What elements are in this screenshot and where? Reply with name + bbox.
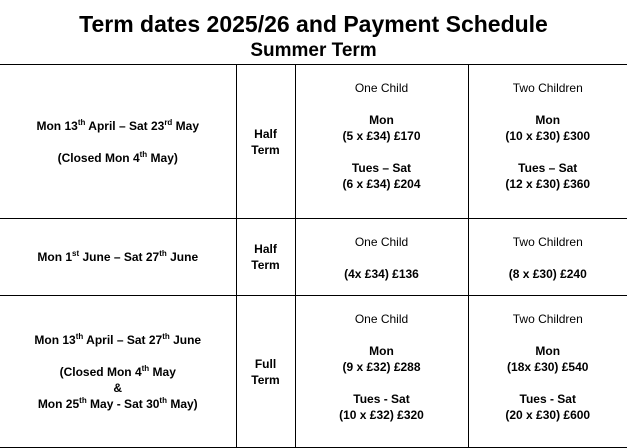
mon-price: (5 x £34) £170: [296, 128, 468, 144]
tues-sat-price: (12 x £30) £360: [469, 176, 627, 192]
one-child-price-cell: [295, 219, 468, 296]
mon-label: Mon: [469, 112, 627, 128]
term-schedule-table: [0, 64, 627, 448]
two-children-header: Two Children: [469, 80, 627, 96]
mon-price: (9 x £32) £288: [296, 359, 468, 375]
mon-label: Mon: [296, 343, 468, 359]
term-dates: Mon 13th April – Sat 27th June: [0, 332, 236, 348]
term-type-line1: Half: [237, 126, 295, 142]
tues-sat-price: (6 x £34) £204: [296, 176, 468, 192]
table-row: [0, 65, 627, 219]
mon-price: (18x £30) £540: [469, 359, 627, 375]
tues-sat-price: (10 x £32) £320: [296, 407, 468, 423]
price: (8 x £30) £240: [469, 266, 627, 282]
tues-sat-label: Tues - Sat: [296, 391, 468, 407]
two-children-price-cell: [468, 65, 627, 219]
ampersand: &: [0, 380, 236, 396]
closed-note-2: Mon 25th May - Sat 30th May): [0, 396, 236, 412]
one-child-header: One Child: [296, 80, 468, 96]
mon-label: Mon: [296, 112, 468, 128]
page-title: Term dates 2025/26 and Payment Schedule: [0, 10, 627, 38]
tues-sat-label: Tues – Sat: [469, 160, 627, 176]
one-child-price-cell: [295, 296, 468, 448]
table-row: [0, 296, 627, 448]
tues-sat-label: Tues – Sat: [296, 160, 468, 176]
one-child-header: One Child: [296, 234, 468, 250]
two-children-header: Two Children: [469, 311, 627, 327]
term-type-line2: Term: [237, 257, 295, 273]
tues-sat-label: Tues - Sat: [469, 391, 627, 407]
mon-label: Mon: [469, 343, 627, 359]
term-type-line1: Full: [237, 356, 295, 372]
tues-sat-price: (20 x £30) £600: [469, 407, 627, 423]
two-children-header: Two Children: [469, 234, 627, 250]
term-dates: Mon 1st June – Sat 27th June: [0, 249, 236, 265]
mon-price: (10 x £30) £300: [469, 128, 627, 144]
one-child-header: One Child: [296, 311, 468, 327]
price: (4x £34) £136: [296, 266, 468, 282]
closed-note: (Closed Mon 4th May): [0, 150, 236, 166]
term-type-cell: [236, 219, 295, 296]
term-dates-cell: [0, 296, 236, 448]
two-children-price-cell: [468, 296, 627, 448]
closed-note: (Closed Mon 4th May: [0, 364, 236, 380]
two-children-price-cell: [468, 219, 627, 296]
table-row: [0, 219, 627, 296]
term-type-line2: Term: [237, 372, 295, 388]
term-type-line2: Term: [237, 142, 295, 158]
term-type-line1: Half: [237, 241, 295, 257]
term-dates-cell: [0, 219, 236, 296]
term-type-cell: [236, 296, 295, 448]
term-dates-cell: [0, 65, 236, 219]
page-subtitle: Summer Term: [0, 39, 627, 62]
term-type-cell: [236, 65, 295, 219]
term-dates: Mon 13th April – Sat 23rd May: [0, 118, 236, 134]
one-child-price-cell: [295, 65, 468, 219]
